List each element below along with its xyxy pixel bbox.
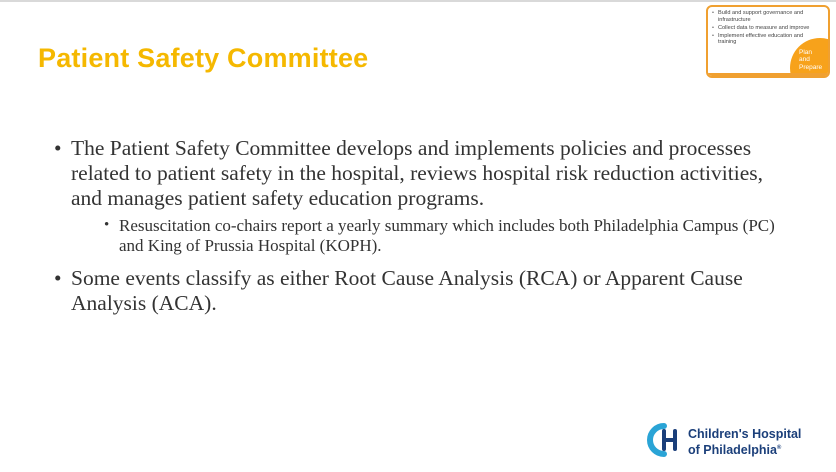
inset-item: • Build and support governance and infrastructure xyxy=(718,10,810,23)
bullet-committee-role: • The Patient Safety Committee develops and implements policies and processes related to patient safety in the hospital, reviews hospital risk reduction activities, and manages patient safety education programs. xyxy=(54,136,794,211)
logo-trademark: ® xyxy=(776,445,782,451)
inset-item: • Implement effective education and training xyxy=(718,33,810,46)
chop-logo-wordmark xyxy=(688,427,801,457)
plan-prepare-label: Plan and Prepare xyxy=(799,48,823,71)
chop-logo xyxy=(646,422,826,460)
logo-line-1: Children's Hospital xyxy=(688,427,802,441)
logo-line-2-wrap xyxy=(688,441,801,457)
logo-line-2: of Philadelphia xyxy=(688,443,777,458)
inset-item: • Collect data to measure and improve xyxy=(718,25,810,32)
slide-body xyxy=(54,136,794,321)
plan-prepare-inset xyxy=(706,5,830,78)
sub-bullet-resuscitation: • Resuscitation co-chairs report a yearly summary which includes both Philadelphia Campus (PC) and King of Prussia Hospital (KOPH). xyxy=(104,216,794,256)
top-divider xyxy=(0,0,836,2)
inset-bottom-bar xyxy=(708,73,830,76)
slide-title: Patient Safety Committee xyxy=(38,43,369,73)
chop-logo-icon xyxy=(646,422,682,458)
bullet-event-classification: • Some events classify as either Root Cause Analysis (RCA) or Apparent Cause Analysis (ACA). xyxy=(54,266,794,316)
